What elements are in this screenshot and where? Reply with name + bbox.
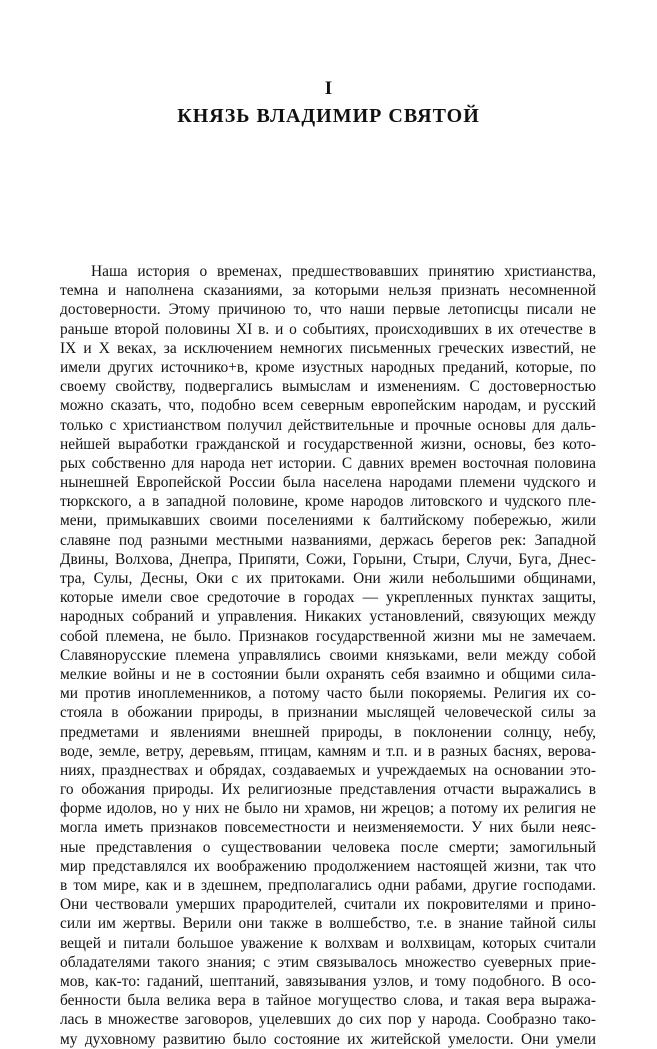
text-line: собой племена, не было. Признаков государственной жизни мы не замечаем. bbox=[60, 627, 596, 645]
text-line: достоверности. Этому причиною то, что наши первые летописцы писали не bbox=[60, 301, 596, 319]
text-line: раньше второй половины XI в. и о событиях, происходивших в их отечестве в bbox=[60, 320, 596, 338]
text-line: форме идолов, но у них не было ни храмов, ни жрецов; а потому их религия не bbox=[60, 800, 596, 818]
text-line: которые имели свое средоточие в городах — укрепленных пунктах защиты, bbox=[60, 589, 596, 607]
text-line: мени, примыкавших своими поселениями к балтийскому побережью, жили bbox=[60, 512, 596, 530]
text-line: му духовному развитию было состояние их житейской умелости. Они умели bbox=[60, 1030, 596, 1048]
text-line: темна и наполнена сказаниями, за которыми нельзя признать несомненной bbox=[60, 282, 596, 300]
text-line: тюркского, а в западной половине, кроме народов литовского и чудского пле- bbox=[60, 493, 596, 511]
text-line: ми против иноплеменников, а потому часто были покоряемы. Религия их со- bbox=[60, 685, 596, 703]
text-line: мир представлялся их воображению продолжением настоящей жизни, так что bbox=[60, 857, 596, 875]
text-line: обладателями такого знания; с этим связывалось множество суеверных прие- bbox=[60, 953, 596, 971]
text-line: только с христианством получил действительные и прочные основы для даль- bbox=[60, 416, 596, 434]
text-line: Двины, Волхова, Днепра, Припяти, Сожи, Горыни, Стыри, Случи, Буга, Днес- bbox=[60, 550, 596, 568]
chapter-body-paragraph bbox=[60, 262, 596, 1049]
text-line: IX и X веках, за исключением немногих письменных греческих известий, не bbox=[60, 339, 596, 357]
text-line: славяне под разными местными названиями, держась берегов рек: Западной bbox=[60, 531, 596, 549]
text-line: своему свойству, подвергались вымыслам и изменениям. С достоверностью bbox=[60, 378, 596, 396]
text-line: имели других источнико+в, кроме изустных народных преданий, которые, по bbox=[60, 358, 596, 376]
text-line: мелкие войны и не в состоянии были охранять себя взаимно и общими сила- bbox=[60, 665, 596, 683]
text-line: Они чествовали умерших прародителей, считали их покровителями и прино- bbox=[60, 896, 596, 914]
text-line: Наша история о временах, предшествовавших принятию христианства, bbox=[91, 263, 596, 280]
text-line: в том мире, как и в здешнем, предполагались одни рабами, другие господами. bbox=[60, 877, 596, 894]
text-line: стояла в обожании природы, в признании мыслящей человеческой силы за bbox=[60, 704, 596, 722]
text-line: ниях, празднествах и обрядах, создаваемых и учреждаемых на основании это- bbox=[60, 761, 596, 779]
text-line: Славянорусские племена управлялись своими князьками, вели между собой bbox=[60, 646, 596, 664]
chapter-title: КНЯЗЬ ВЛАДИМИР СВЯТОЙ bbox=[177, 105, 480, 127]
text-line: тра, Сулы, Десны, Оки с их притоками. Они жили небольшими общинами, bbox=[60, 570, 596, 587]
text-line: ные представления о существовании человека после смерти; замогильный bbox=[60, 838, 596, 856]
text-line: мов, как-то: гаданий, шептаний, завязывания узлов, и тому подобного. В осо- bbox=[60, 972, 596, 990]
text-line: вещей и питали большое уважение к волхвам и волхвицам, которых считали bbox=[60, 934, 596, 952]
text-line: можно сказать, что, подобно всем северным европейским народам, и русский bbox=[60, 397, 596, 415]
text-line: рых собственно для народа нет истории. С давних времен восточная половина bbox=[60, 454, 596, 472]
text-line: сили им жертвы. Верили они также в волшебство, т.е. в знание тайной силы bbox=[60, 915, 596, 933]
text-line: лась в множестве заговоров, уцелевших до сих пор у народа. Сообразно тако- bbox=[60, 1011, 596, 1029]
text-line: воде, земле, ветру, деревьям, птицам, камням и т.п. и в разных баснях, верова- bbox=[60, 742, 596, 760]
text-line: нынешней Европейской России была населена народами племени чудского и bbox=[60, 474, 596, 492]
text-line: предметами и явлениями внешней природы, в поклонении солнцу, небу, bbox=[60, 723, 596, 741]
chapter-number: I bbox=[324, 78, 333, 99]
text-line: нейшей выработки гражданской и государственной жизни, основы, без кото- bbox=[60, 435, 596, 453]
text-line: могла иметь признаков повсеместности и неизменяемости. У них были неяс- bbox=[60, 819, 596, 837]
text-line: го обожания природы. Их религиозные представления отчасти выражались в bbox=[60, 781, 596, 799]
text-line: бенности была велика вера в тайное могущество слова, и такая вера выража- bbox=[60, 992, 596, 1010]
text-line: народных собраний и управления. Никаких установлений, связующих между bbox=[60, 608, 596, 626]
